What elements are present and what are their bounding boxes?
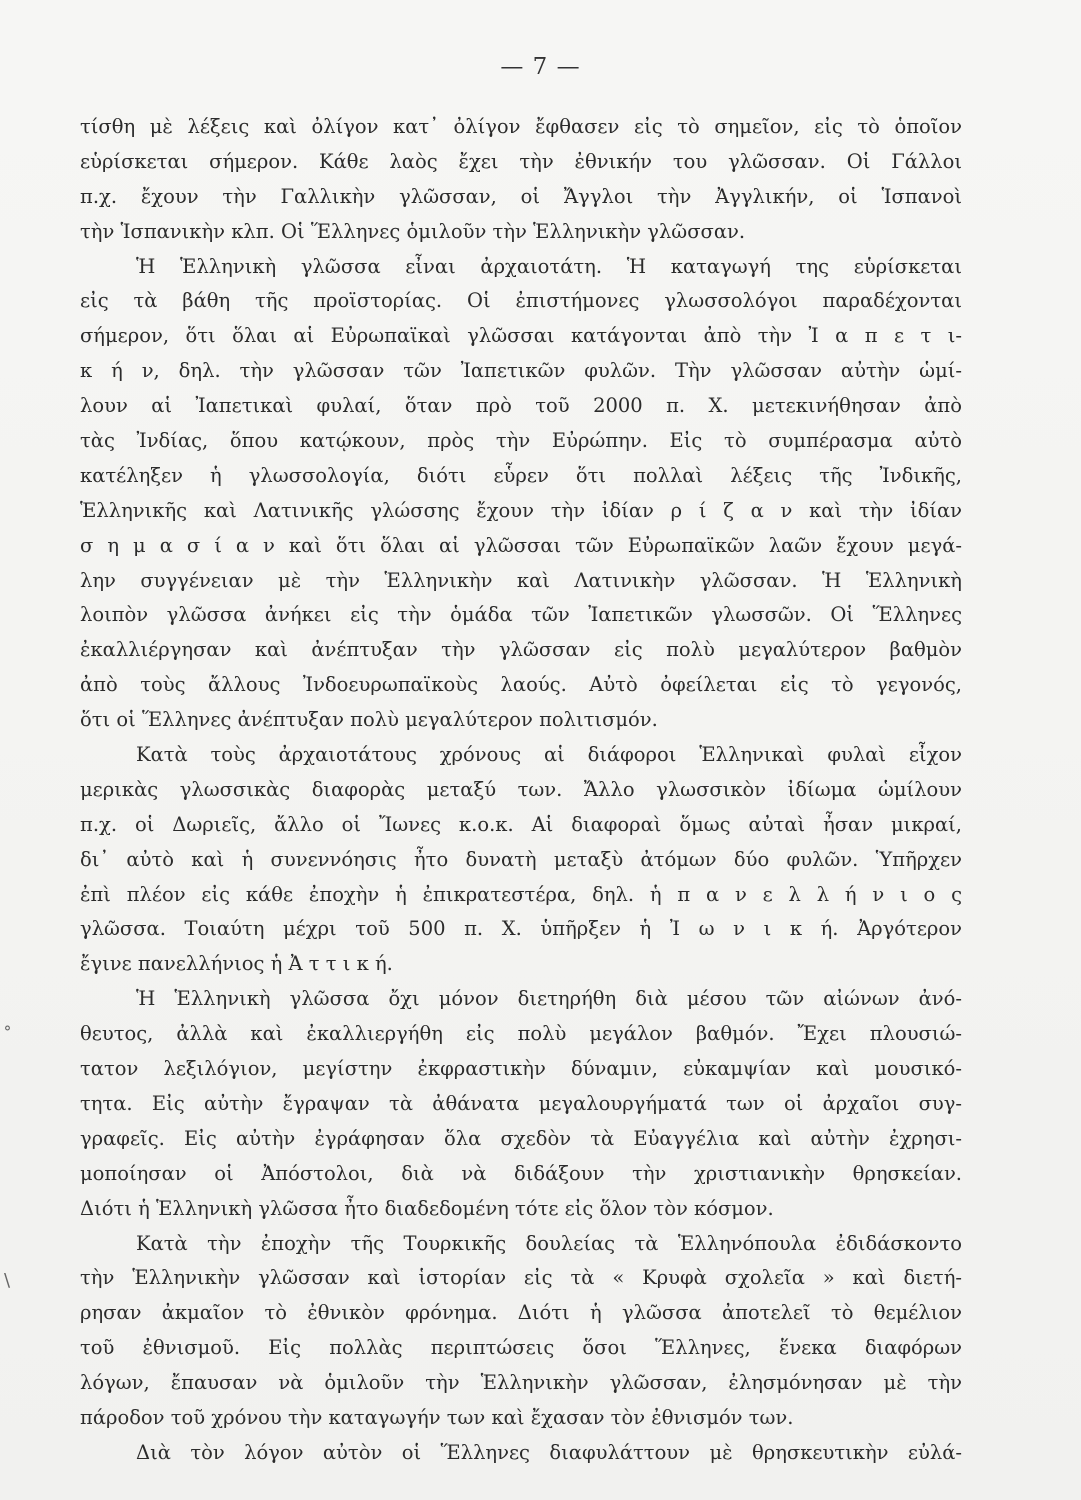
text-line: εἰς τὰ βάθη τῆς προϊστορίας. Οἱ ἐπιστήμονες γλωσσολόγοι παραδέχονται — [80, 289, 962, 313]
text-line: ὅτι οἱ Ἕλληνες ἀνέπτυξαν πολὺ μεγαλύτερον πολιτισμόν. — [80, 708, 658, 732]
text-line: μοποίησαν οἱ Ἀπόστολοι, διὰ νὰ διδάξουν τὴν χριστιανικὴν θρησκείαν. — [80, 1161, 962, 1185]
text-line: π.χ. οἱ Δωριεῖς, ἄλλο οἱ Ἴωνες κ.ο.κ. Αἱ διαφοραὶ ὅμως αὐταὶ ἦσαν μικραί, — [80, 812, 962, 836]
text-line: εὑρίσκεται σήμερον. Κάθε λαὸς ἔχει τὴν ἐθνικήν του γλῶσσαν. Οἱ Γάλλοι — [80, 149, 962, 173]
text-line: δι᾽ αὐτὸ καὶ ἡ συνεννόησις ἦτο δυνατὴ μεταξὺ ἀτόμων δύο φυλῶν. Ὑπῆρχεν — [80, 847, 962, 871]
text-line: σ η μ α σ ί α ν καὶ ὅτι ὅλαι αἱ γλῶσσαι τῶν Εὐρωπαϊκῶν λαῶν ἔχουν μεγά- — [80, 533, 962, 557]
text-line: θευτος, ἀλλὰ καὶ ἐκαλλιεργήθη εἰς πολὺ μεγάλον βαθμόν. Ἔχει πλουσιώ- — [80, 1022, 962, 1046]
text-line: π.χ. ἔχουν τὴν Γαλλικὴν γλῶσσαν, οἱ Ἄγγλοι τὴν Ἀγγλικήν, οἱ Ἱσπανοὶ — [80, 184, 962, 208]
text-line: τὴν Ἑλληνικὴν γλῶσσαν καὶ ἱστορίαν εἰς τὰ « Κρυφὰ σχολεῖα » καὶ διετή- — [80, 1266, 962, 1290]
text-line: ρησαν ἀκμαῖον τὸ ἐθνικὸν φρόνημα. Διότι ἡ γλῶσσα ἀποτελεῖ τὸ θεμέλιον — [80, 1301, 962, 1325]
text-line: λην συγγένειαν μὲ τὴν Ἑλληνικὴν καὶ Λατινικὴν γλῶσσαν. Ἡ Ἑλληνικὴ — [80, 568, 962, 592]
text-line: μερικὰς γλωσσικὰς διαφορὰς μεταξύ των. Ἄλλο γλωσσικὸν ἰδίωμα ὡμίλουν — [80, 777, 962, 801]
text-line: ἀπὸ τοὺς ἄλλους Ἰνδοευρωπαϊκοὺς λαούς. Αὐτὸ ὀφείλεται εἰς τὸ γεγονός, — [80, 673, 962, 697]
text-line: κατέληξεν ἡ γλωσσολογία, διότι εὗρεν ὅτι πολλαὶ λέξεις τῆς Ἰνδικῆς, — [80, 463, 962, 487]
text-line: τητα. Εἰς αὐτὴν ἔγραψαν τὰ ἀθάνατα μεγαλουργήματά των οἱ ἀρχαῖοι συγ- — [80, 1091, 962, 1115]
text-line: Διότι ἡ Ἑλληνικὴ γλῶσσα ἦτο διαδεδομένη τότε εἰς ὅλον τὸν κόσμον. — [80, 1196, 774, 1220]
text-line: ἐκαλλιέργησαν καὶ ἀνέπτυξαν τὴν γλῶσσαν εἰς πολὺ μεγαλύτερον βαθμὸν — [80, 638, 962, 662]
text-line: ἐπὶ πλέον εἰς κάθε ἐποχὴν ἡ ἐπικρατεστέρα, δηλ. ἡ π α ν ε λ λ ή ν ι ο ς — [80, 882, 962, 906]
text-line: γλῶσσα. Τοιαύτη μέχρι τοῦ 500 π. Χ. ὑπῆρξεν ἡ Ἰ ω ν ι κ ή. Ἀργότερον — [80, 917, 962, 941]
margin-fleck: ˳ — [3, 1010, 12, 1031]
text-line: σήμερον, ὅτι ὅλαι αἱ Εὐρωπαϊκαὶ γλῶσσαι κατάγονται ἀπὸ τὴν Ἰ α π ε τ ι- — [80, 324, 962, 348]
text-line: λοιπὸν γλῶσσα ἀνήκει εἰς τὴν ὁμάδα τῶν Ἰαπετικῶν γλωσσῶν. Οἱ Ἕλληνες — [80, 603, 962, 627]
body-text — [80, 110, 962, 1471]
text-line: Ἑλληνικῆς καὶ Λατινικῆς γλώσσης ἔχουν τὴν ἰδίαν ρ ί ζ α ν καὶ τὴν ἰδίαν — [80, 498, 962, 522]
paragraph-start-line: Ἡ Ἑλληνικὴ γλῶσσα εἶναι ἀρχαιοτάτη. Ἡ καταγωγή της εὑρίσκεται — [136, 254, 962, 278]
text-line: λουν αἱ Ἰαπετικαὶ φυλαί, ὅταν πρὸ τοῦ 2000 π. Χ. μετεκινήθησαν ἀπὸ — [80, 394, 962, 418]
paragraph-start-line: Διὰ τὸν λόγον αὐτὸν οἱ Ἕλληνες διαφυλάττουν μὲ θρησκευτικὴν εὐλά- — [136, 1440, 962, 1464]
text-line: ἔγινε πανελλήνιος ἡ Ἀ τ τ ι κ ή. — [80, 952, 393, 976]
page-number: — 7 — — [500, 54, 581, 80]
paragraph-start-line: Κατὰ τὴν ἐποχὴν τῆς Τουρκικῆς δουλείας τὰ Ἑλληνόπουλα ἐδιδάσκοντο — [136, 1231, 962, 1255]
text-line: τὴν Ἱσπανικὴν κλπ. Οἱ Ἕλληνες ὁμιλοῦν τὴν Ἑλληνικὴν γλῶσσαν. — [80, 219, 746, 243]
text-line: τατον λεξιλόγιον, μεγίστην ἐκφραστικὴν δύναμιν, εὐκαμψίαν καὶ μουσικό- — [80, 1057, 962, 1081]
text-line: λόγων, ἔπαυσαν νὰ ὁμιλοῦν τὴν Ἑλληνικὴν γλῶσσαν, ἐλησμόνησαν μὲ τὴν — [80, 1371, 962, 1395]
paragraph-start-line: Κατὰ τοὺς ἀρχαιοτάτους χρόνους αἱ διάφοροι Ἑλληνικαὶ φυλαὶ εἶχον — [136, 743, 962, 767]
text-line: πάροδον τοῦ χρόνου τὴν καταγωγήν των καὶ ἔχασαν τὸν ἐθνισμόν των. — [80, 1405, 794, 1429]
margin-fleck: \ — [4, 1270, 11, 1291]
text-line: τὰς Ἰνδίας, ὅπου κατῴκουν, πρὸς τὴν Εὐρώπην. Εἰς τὸ συμπέρασμα αὐτὸ — [80, 429, 962, 453]
text-line: τοῦ ἐθνισμοῦ. Εἰς πολλὰς περιπτώσεις ὅσοι Ἕλληνες, ἕνεκα διαφόρων — [80, 1336, 962, 1360]
text-line: κ ή ν, δηλ. τὴν γλῶσσαν τῶν Ἰαπετικῶν φυλῶν. Τὴν γλῶσσαν αὐτὴν ὡμί- — [80, 359, 962, 383]
text-line: τίσθη μὲ λέξεις καὶ ὀλίγον κατ᾽ ὀλίγον ἔφθασεν εἰς τὸ σημεῖον, εἰς τὸ ὁποῖον — [80, 115, 962, 138]
text-line: γραφεῖς. Εἰς αὐτὴν ἐγράφησαν ὅλα σχεδὸν τὰ Εὐαγγέλια καὶ αὐτὴν ἐχρησι- — [80, 1126, 962, 1150]
paragraph-start-line: Ἡ Ἑλληνικὴ γλῶσσα ὄχι μόνον διετηρήθη διὰ μέσου τῶν αἰώνων ἀνό- — [136, 987, 962, 1011]
